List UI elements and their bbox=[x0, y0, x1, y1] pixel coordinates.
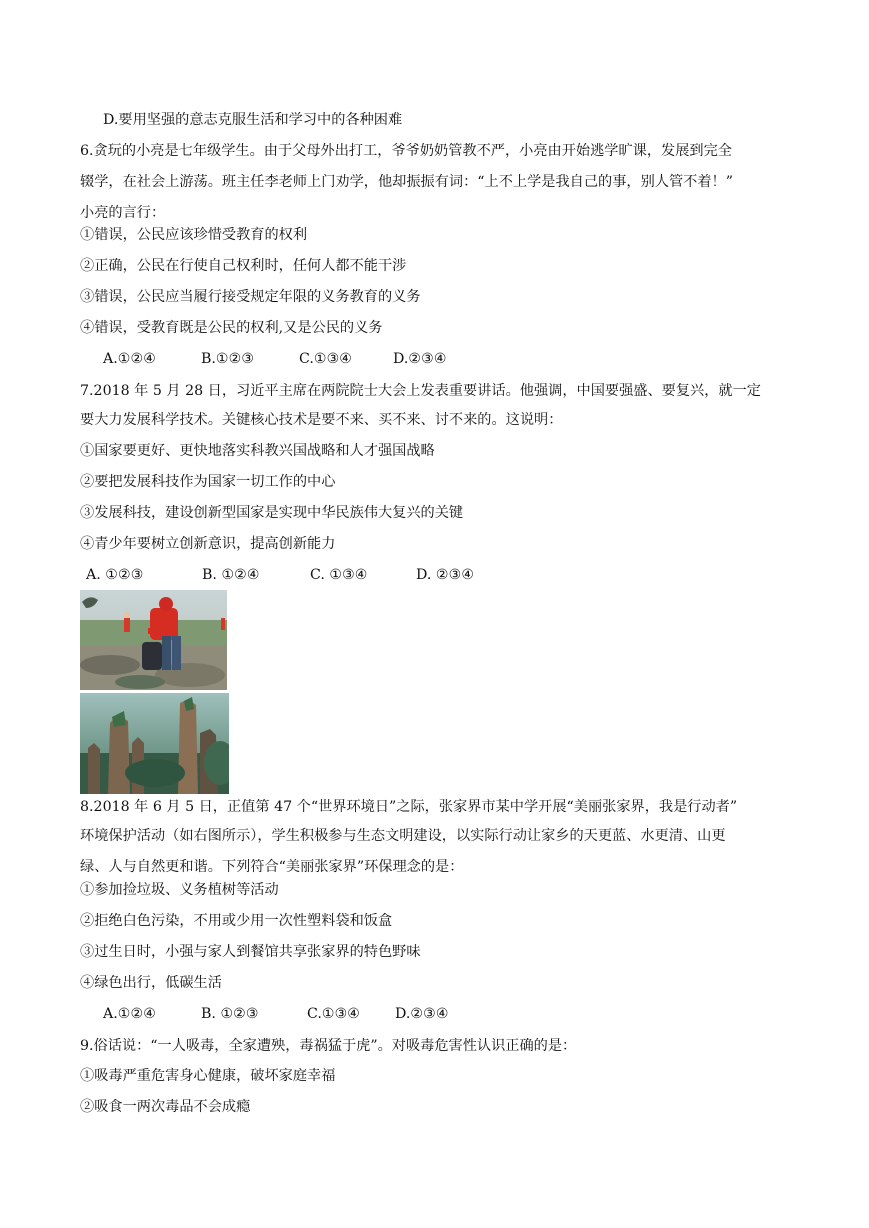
q7-options bbox=[86, 565, 474, 585]
q8-stem-line-2: 环境保护活动（如右图所示），学生积极参与生态文明建设，以实际行动让家乡的天更蓝、水更清、山更 bbox=[80, 828, 726, 844]
q7-statement-1: ①国家要更好、更快地落实科教兴国战略和人才强国战略 bbox=[80, 443, 435, 459]
q7-option-d: D. ②③④ bbox=[416, 567, 475, 583]
q6-stem-line-2: 辍学，在社会上游荡。班主任李老师上门劝学，他却振振有词：“上不上学是我自己的事，别人管不着！” bbox=[80, 174, 733, 190]
q6-option-c: C.①③④ bbox=[299, 351, 353, 367]
q6-statement-1: ①错误，公民应该珍惜受教育的权利 bbox=[80, 227, 308, 243]
q6-option-d: D.②③④ bbox=[393, 351, 447, 367]
q7-stem-line-2: 要大力发展科学技术。关键核心技术是要不来、买不来、讨不来的。这说明： bbox=[80, 412, 563, 428]
q7-statement-3: ③发展科技，建设创新型国家是实现中华民族伟大复兴的关键 bbox=[80, 505, 464, 521]
q7-statement-2: ②要把发展科技作为国家一切工作的中心 bbox=[80, 474, 336, 490]
q8-statement-4: ④绿色出行，低碳生活 bbox=[80, 975, 222, 991]
q8-option-d: D.②③④ bbox=[395, 1006, 449, 1022]
q7-option-c: C. ①③④ bbox=[310, 567, 368, 583]
q8-stem-line-1: 8.2018 年 6 月 5 日，正值第 47 个“世界环境日”之际，张家界市某中学开展“美丽张家界，我是行动者” bbox=[80, 799, 738, 815]
q6-options bbox=[103, 349, 447, 369]
q8-option-a: A.①②④ bbox=[103, 1006, 156, 1022]
q5-option-d: D.要用坚强的意志克服生活和学习中的各种困难 bbox=[103, 112, 403, 128]
q7-option-a: A. ①②③ bbox=[86, 567, 144, 583]
zhangjiajie-mountains-photo bbox=[80, 693, 229, 794]
q6-statement-4: ④错误，受教育既是公民的权利,又是公民的义务 bbox=[80, 320, 383, 336]
q8-option-b: B. ①②③ bbox=[201, 1006, 259, 1022]
q7-stem-line-1: 7.2018 年 5 月 28 日，习近平主席在两院院士大会上发表重要讲话。他强调，中国要强盛、要复兴，就一定 bbox=[80, 383, 761, 399]
q9-statement-2: ②吸食一两次毒品不会成瘾 bbox=[80, 1099, 251, 1115]
q7-option-b: B. ①②④ bbox=[202, 567, 260, 583]
q8-options bbox=[103, 1004, 449, 1024]
q8-stem-line-3: 绿、人与自然更和谐。下列符合“美丽张家界”环保理念的是： bbox=[80, 859, 464, 875]
q6-option-b: B.①②③ bbox=[201, 351, 255, 367]
q6-stem-line-1: 6.贪玩的小亮是七年级学生。由于父母外出打工，爷爷奶奶管教不严，小亮由开始逃学旷课，发展到完全 bbox=[80, 143, 732, 159]
q6-option-a: A.①②④ bbox=[103, 351, 156, 367]
q8-statement-2: ②拒绝白色污染，不用或少用一次性塑料袋和饭盒 bbox=[80, 913, 393, 929]
q6-statement-3: ③错误，公民应当履行接受规定年限的义务教育的义务 bbox=[80, 289, 421, 305]
q7-statement-4: ④青少年要树立创新意识，提高创新能力 bbox=[80, 536, 336, 552]
q6-statement-2: ②正确，公民在行使自己权利时，任何人都不能干涉 bbox=[80, 258, 407, 274]
q9-stem-line-1: 9.俗话说：“一人吸毒，全家遭殃，毒祸猛于虎”。对吸毒危害性认识正确的是： bbox=[80, 1038, 577, 1054]
q8-option-c: C.①③④ bbox=[307, 1006, 361, 1022]
q8-statement-3: ③过生日时，小强与家人到餐馆共享张家界的特色野味 bbox=[80, 944, 421, 960]
q6-stem-line-3: 小亮的言行： bbox=[80, 205, 166, 221]
q9-statement-1: ①吸毒严重危害身心健康，破坏家庭幸福 bbox=[80, 1068, 336, 1084]
q8-statement-1: ①参加捡垃圾、义务植树等活动 bbox=[80, 882, 279, 898]
volunteer-cleanup-photo bbox=[80, 590, 227, 690]
